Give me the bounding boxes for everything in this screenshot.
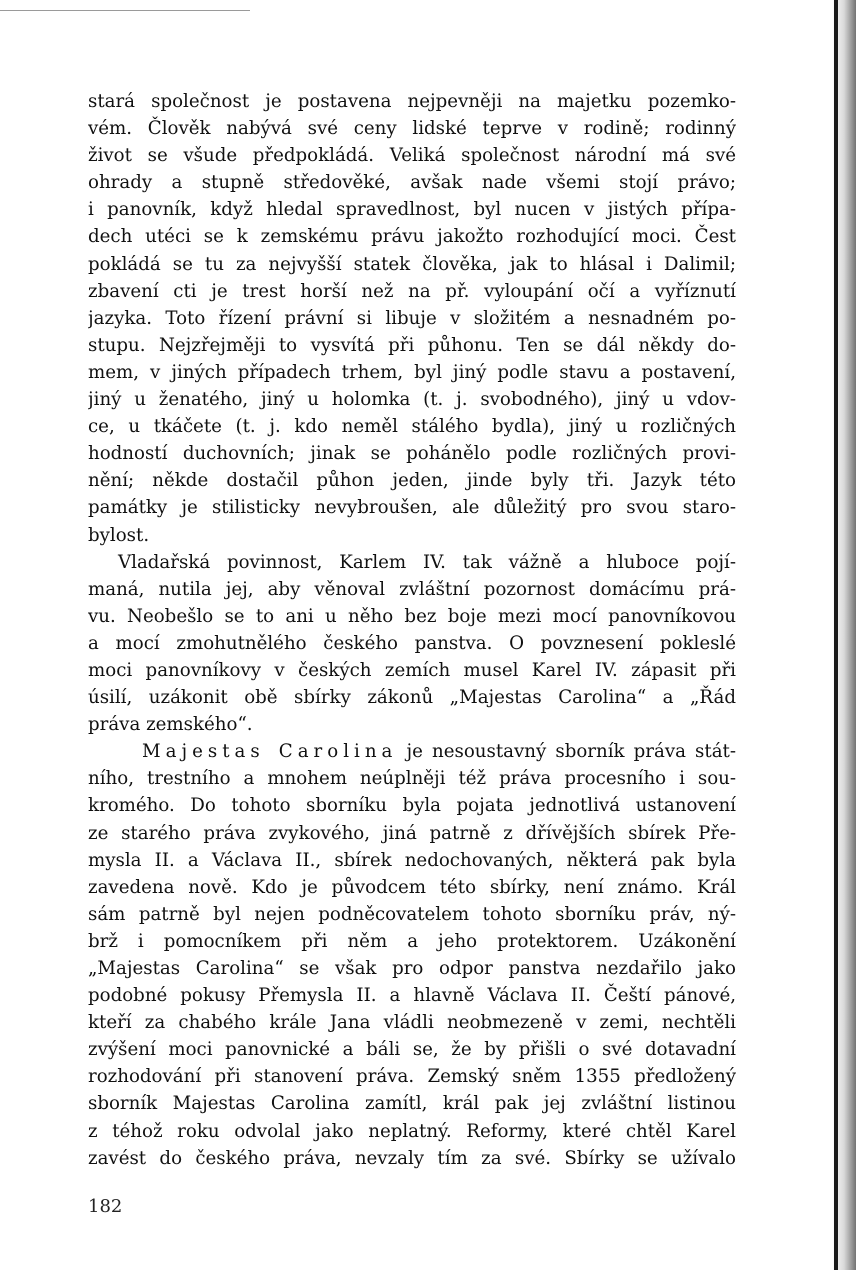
text-line: mem, v jiných případech trhem, byl jiný podle stavu a postavení, [88,361,736,383]
text-line: Vladařská povinnost, Karlem IV. tak vážně a hluboce pojí- [118,551,736,573]
text-line: mysla II. a Václava II., sbírek nedochovaných, některá pak byla [88,849,736,871]
top-edge-rule [0,10,250,11]
text-line: vu. Neobešlo se to ani u něho bez boje mezi mocí panovníkovou [88,605,736,627]
text-line: maná, nutila jej, aby věnoval zvláštní pozornost domácímu prá- [88,578,736,600]
text-line: zbavení cti je trest horší než na př. vyloupání očí a vyříznutí [88,280,736,302]
text-line: sám patrně byl nejen podněcovatelem tohoto sborníku práv, ný- [88,903,736,925]
text-line: moci panovníkovy v českých zemích musel Karel IV. zápasit při [88,659,736,681]
text-line: kromého. Do tohoto sborníku byla pojata jednotlivá ustanovení [88,795,736,817]
text-line: ze starého práva zvykového, jiná patrně z dřívějších sbírek Pře- [88,822,736,844]
text-line [88,738,736,765]
emphasized-title: Majestas Carolina [142,741,398,763]
text-line: dech utéci se k zemskému právu jakožto rozhodující moci. Čest [88,226,736,248]
text-line: nění; někde dostačil půhon jeden, jinde byly tři. Jazyk této [88,470,736,492]
text-line: stupu. Nejzřejměji to vysvítá při půhonu. Ten se dál někdy do- [88,334,736,356]
text-line: pokládá se tu za nejvyšší statek člověka, jak to hlásal i Dalimil; [88,253,736,275]
paragraph-2 [88,549,736,739]
text-line: stará společnost je postavena nejpevněji na majetku pozemko- [88,91,736,112]
text-line: hodností duchovních; jinak se pohánělo podle rozličných provi- [88,443,736,465]
text-line: sborník Majestas Carolina zamítl, král pak jej zvláštní listinou [88,1093,736,1115]
paragraph-1 [88,88,736,549]
text-line: zavést do českého práva, nevzaly tím za své. Sbírky se užívalo [88,1147,736,1169]
text-line: zavedena nově. Kdo je původcem této sbírky, není známo. Král [88,876,736,898]
text-line: zvýšení moci panovnické a báli se, že by přišli o své dotavadní [88,1039,736,1061]
text-line: památky je stilisticky nevybroušen, ale důležitý pro svou staro- [88,497,736,519]
text-line: jazyka. Toto řízení právní si libuje v složitém a nesnadném po- [88,307,736,329]
text-line: „Majestas Carolina“ se však pro odpor panstva nezdařilo jako [88,958,736,979]
text-line: vém. Člověk nabývá své ceny lidské teprve v rodině; rodinný [88,118,736,140]
text-line: život se všude předpokládá. Veliká společnost národní má své [88,145,736,167]
text-line: brž i pomocníkem při něm a jeho protektorem. Uzákonění [88,930,736,952]
text-line: i panovník, když hledal spravedlnost, byl nucen v jistých přípa- [88,199,736,221]
text-line: rozhodování při stanovení práva. Zemský sněm 1355 předložený [88,1066,736,1088]
text-line: a mocí zmohutnělého českého panstva. O povznesení pokleslé [88,632,736,654]
text-line: ohrady a stupně středověké, avšak nade všemi stojí právo; [88,172,736,194]
book-spine-edge [834,0,838,1270]
text-line: úsilí, uzákonit obě sbírky zákonů „Majestas Carolina“ a „Řád [88,687,736,709]
text-line: kteří za chabého krále Jana vládli neobmezeně v zemi, nechtěli [88,1012,736,1034]
body-text [88,88,736,1172]
text-line: práva zemského“. [88,714,253,736]
text-line: podobné pokusy Přemysla II. a hlavně Václava II. Čeští pánové, [88,985,736,1007]
text-run: je nesoustavný sborník práva stát- [406,741,736,763]
page-number: 182 [88,1196,123,1217]
paragraph-3 [88,738,736,1172]
text-line: jiný u ženatého, jiný u holomka (t. j. svobodného), jiný u vdov- [88,389,736,411]
text-line: ního, trestního a mnohem neúplněji též práva procesního i sou- [88,768,736,790]
text-line: bylost. [88,524,150,546]
text-line: ce, u tkáčete (t. j. kdo neměl stálého bydla), jiný u rozličných [88,416,736,438]
text-line: z téhož roku odvolal jako neplatný. Reformy, které chtěl Karel [88,1120,736,1142]
